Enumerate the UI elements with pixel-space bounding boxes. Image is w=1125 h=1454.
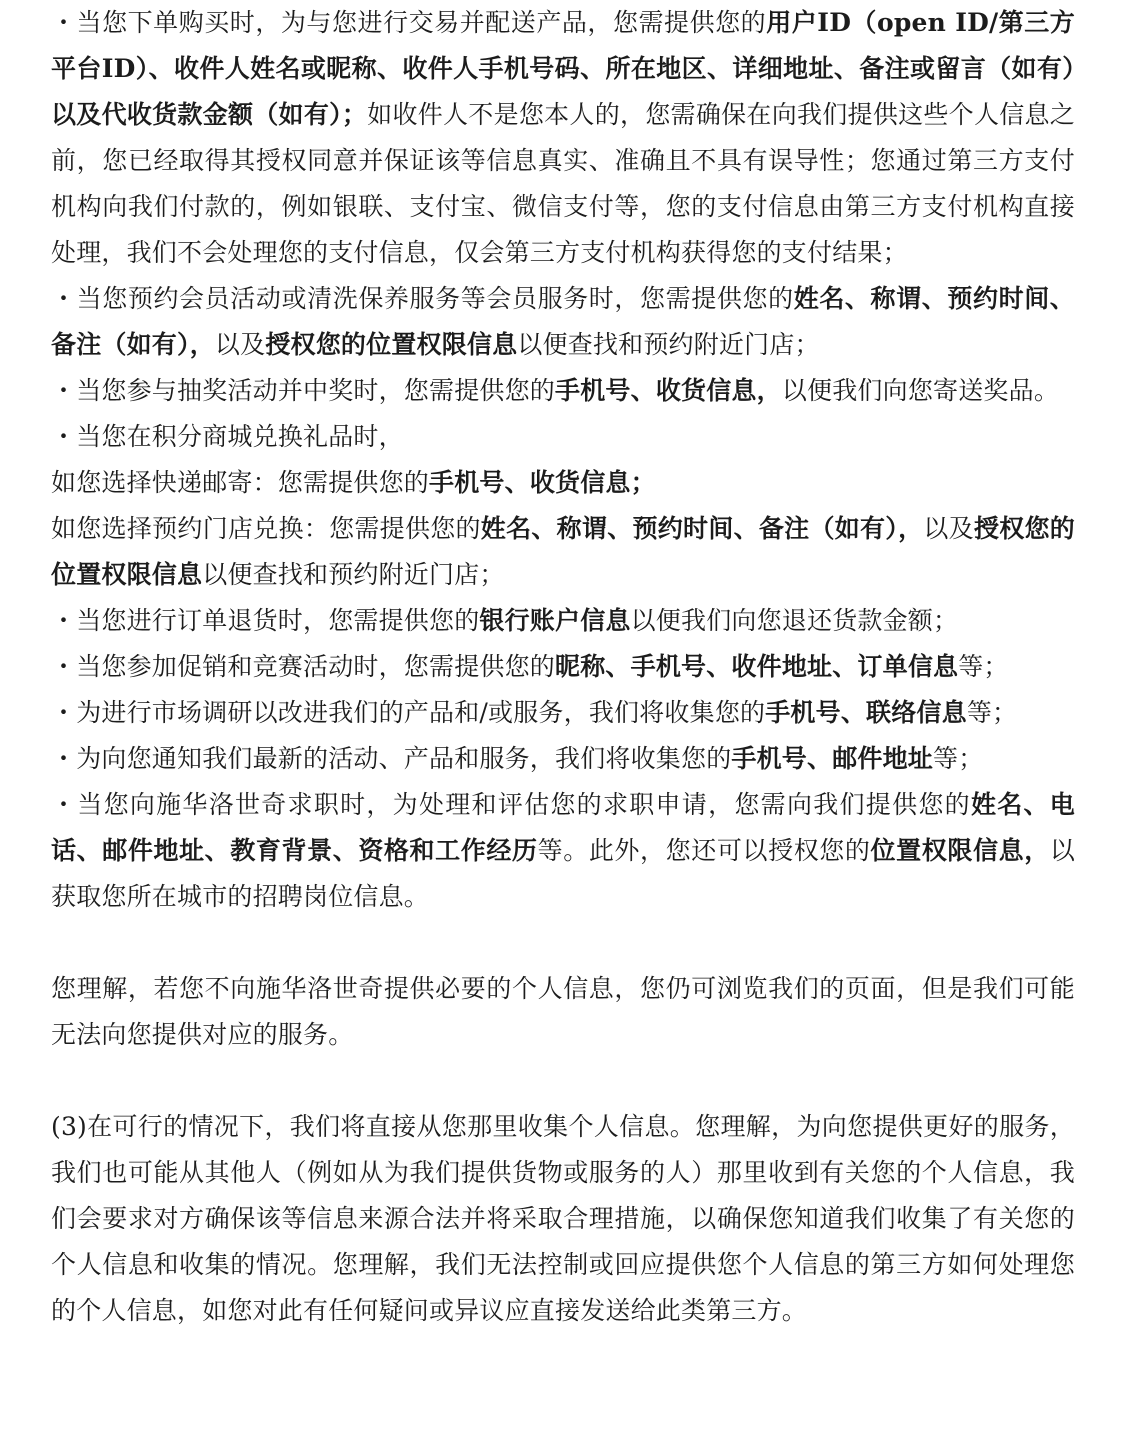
text-run: 如收件人不是您本人的，您需确保在向我们提供这些个人信息之前，您已经取得其授权同意并保证该等信息真实、准确且不具有误导性；您通过第三方支付机构向我们付款的，例如银联、支付宝、微信支付等，您的支付信息由第三方支付机构直接处理，我们不会处理您的支付信息，仅会第三方支付机构获得您的支付结果； xyxy=(51,100,1075,267)
paragraph xyxy=(51,0,1075,276)
bold-text: 用户ID（open ID/第三方平台ID）、收件人姓名或昵称、收件人手机号码、所在地区、详细地址、备注或留言（如有）以及代收货款金额（如有）； xyxy=(51,8,1075,129)
bold-text: 授权您的位置权限信息 xyxy=(265,330,518,359)
text-run: 以及 xyxy=(923,514,974,543)
paragraph xyxy=(51,414,1075,460)
bold-text: 手机号、收货信息， xyxy=(555,376,782,405)
bold-text: 位置权限信息， xyxy=(870,836,1050,865)
text-run: (3)在可行的情况下，我们将直接从您那里收集个人信息。您理解，为向您提供更好的服务，我们也可能从其他人（例如从为我们提供货物或服务的人）那里收到有关您的个人信息，我们会要求对方确保该等信息来源合法并将采取合理措施，以确保您知道我们收集了有关您的个人信息和收集的情况。您理解，我们无法控制或回应提供您个人信息的第三方如何处理您的个人信息，如您对此有任何疑问或异议应直接发送给此类第三方。 xyxy=(51,1112,1075,1325)
paragraph xyxy=(51,644,1075,690)
text-run: 等。此外，您还可以授权您的 xyxy=(537,836,871,865)
paragraph xyxy=(51,736,1075,782)
text-run: ・当您下单购买时，为与您进行交易并配送产品，您需提供您的 xyxy=(51,8,767,37)
paragraph xyxy=(51,966,1075,1058)
bold-text: 姓名、电话、邮件地址、教育背景、资格和工作经历 xyxy=(51,790,1075,865)
bold-text: 银行账户信息 xyxy=(479,606,631,635)
paragraph xyxy=(51,782,1075,920)
text-run: 以获取您所在城市的招聘岗位信息。 xyxy=(51,836,1076,911)
text-run: 以便查找和预约附近门店； xyxy=(202,560,505,589)
text-run: 如您选择快递邮寄：您需提供您的 xyxy=(51,468,430,497)
paragraph xyxy=(51,690,1075,736)
paragraph xyxy=(51,598,1075,644)
text-run: 等； xyxy=(933,744,984,773)
text-run: ・当您向施华洛世奇求职时，为处理和评估您的求职申请，您需向我们提供您的 xyxy=(51,790,971,819)
bold-text: 昵称、手机号、收件地址、订单信息 xyxy=(555,652,959,681)
bold-text: 姓名、称谓、预约时间、备注（如有）， xyxy=(51,284,1076,359)
text-run: 等； xyxy=(958,652,1009,681)
text-run: ・当您预约会员活动或清洗保养服务等会员服务时，您需提供您的 xyxy=(51,284,794,313)
bold-text: 手机号、邮件地址 xyxy=(731,744,934,773)
text-run: 如您选择预约门店兑换：您需提供您的 xyxy=(51,514,481,543)
paragraph xyxy=(51,276,1075,368)
paragraph xyxy=(51,1104,1075,1334)
text-run: 您理解，若您不向施华洛世奇提供必要的个人信息，您仍可浏览我们的页面，但是我们可能无法向您提供对应的服务。 xyxy=(51,974,1075,1049)
text-run: ・当您参加促销和竞赛活动时，您需提供您的 xyxy=(51,652,556,681)
bold-text: 授权您的位置权限信息 xyxy=(51,514,1075,589)
text-run: 以便我们向您寄送奖品。 xyxy=(781,376,1060,405)
paragraph xyxy=(51,506,1075,598)
bold-text: 姓名、称谓、预约时间、备注（如有）， xyxy=(480,514,924,543)
bold-text: 手机号、联络信息 xyxy=(765,698,967,727)
text-run: ・当您进行订单退货时，您需提供您的 xyxy=(51,606,480,635)
text-run: 等； xyxy=(966,698,1018,727)
text-run: ・为向您通知我们最新的活动、产品和服务，我们将收集您的 xyxy=(51,744,732,773)
bold-text: 手机号、收货信息； xyxy=(429,468,656,497)
paragraph xyxy=(51,368,1075,414)
text-run: ・当您参与抽奖活动并中奖时，您需提供您的 xyxy=(51,376,556,405)
text-run: 以便查找和预约附近门店； xyxy=(517,330,820,359)
paragraph xyxy=(51,460,1075,506)
text-run: 以及 xyxy=(214,330,266,359)
text-run: ・当您在积分商城兑换礼品时， xyxy=(51,422,404,451)
text-run: 以便我们向您退还货款金额； xyxy=(630,606,959,635)
text-run: ・为进行市场调研以改进我们的产品和/或服务，我们将收集您的 xyxy=(51,698,766,727)
